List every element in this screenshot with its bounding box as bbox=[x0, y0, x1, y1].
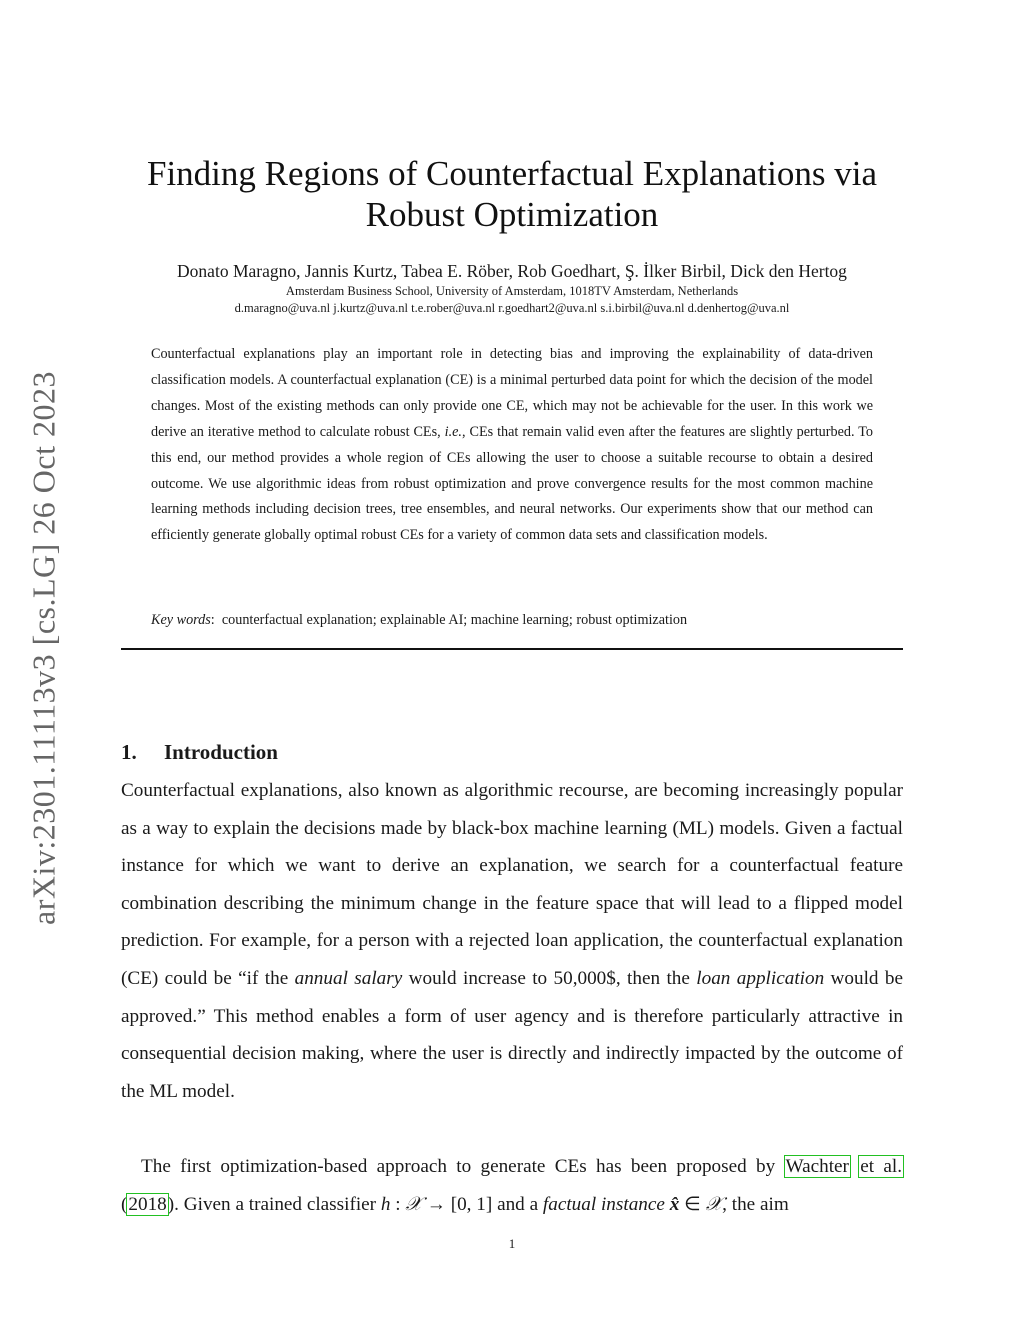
abstract-text-2: , CEs that remain valid even after the features are slightly perturbed. To this end, our method provides a whole region of CEs allowing the user to choose a suitable recourse to obtain a desired outcome. We use algorithmic ideas from robust optimization and prove convergence results for the most common machine learning methods including decision trees, tree ensembles, and neural networks. Our experiments show that our method can efficiently generate globally optimal robust CEs for a variety of common data sets and classification models. bbox=[151, 423, 873, 544]
math-colon: : bbox=[390, 1193, 406, 1215]
citation-link-wachter[interactable]: Wachter bbox=[785, 1156, 849, 1177]
keywords bbox=[151, 609, 873, 631]
abstract-text-1: Counterfactual explanations play an important role in detecting bias and improving the explainability of data-driven classification models. A counterfactual explanation (CE) is a minimal perturbed data point for which the decision of the model changes. Most of the existing methods can only provide one CE, which may not be achievable for the user. In this work we derive an iterative method to calculate robust CEs, bbox=[151, 346, 873, 440]
keywords-label: Key words bbox=[151, 612, 211, 628]
keywords-text: counterfactual explanation; explainable AI; machine learning; robust optimization bbox=[221, 612, 688, 628]
math-factual-instance bbox=[670, 1194, 722, 1215]
author-list: Donato Maragno, Jannis Kurtz, Tabea E. Röber, Rob Goedhart, Ş. İlker Birbil, Dick den Hertog bbox=[177, 261, 847, 281]
math-feature-space: 𝒳 bbox=[405, 1193, 422, 1215]
intro-p1-emphasis-annual-salary: annual salary bbox=[294, 967, 403, 989]
paper-title: Finding Regions of Counterfactual Explanations via Robust Optimization bbox=[146, 154, 877, 234]
math-h: h bbox=[380, 1193, 391, 1215]
math-arrow: → bbox=[421, 1193, 451, 1215]
abstract-ie: i.e. bbox=[444, 423, 462, 440]
math-range: [0, 1] bbox=[450, 1193, 493, 1215]
intro-p2-text-3: and a bbox=[492, 1193, 543, 1215]
intro-paragraph-2 bbox=[121, 1148, 903, 1223]
keywords-colon: : bbox=[210, 612, 215, 628]
intro-p2-emphasis-factual-instance: factual instance bbox=[542, 1193, 665, 1215]
math-classifier bbox=[381, 1194, 492, 1215]
citation-link-et-al[interactable]: et al. bbox=[860, 1156, 903, 1177]
author-affiliation: Amsterdam Business School, University of Amsterdam, 1018TV Amsterdam, Netherlands bbox=[285, 284, 739, 298]
arxiv-identifier-stamp: arXiv:2301.11113v3 [cs.LG] 26 Oct 2023 bbox=[25, 370, 62, 926]
section-title: Introduction bbox=[164, 740, 278, 764]
citation-open-paren: ( bbox=[121, 1193, 128, 1215]
intro-p1-text-3: would be approved.” This method enables a form of user agency and is therefore particularly attractive in consequential decision making, where the user is directly and indirectly impacted by the outcome of the ML model. bbox=[121, 967, 904, 1102]
citation-close-paren: ) bbox=[167, 1193, 175, 1215]
page-number: 1 bbox=[508, 1236, 516, 1251]
abstract bbox=[151, 342, 873, 549]
math-feature-space-2: 𝒳 bbox=[705, 1193, 723, 1215]
intro-p1-text-2: would increase to 50,000$, then the bbox=[402, 967, 697, 989]
intro-p1-emphasis-loan-application: loan application bbox=[696, 967, 825, 989]
math-xhat: x̂ bbox=[669, 1193, 680, 1215]
section-heading-introduction bbox=[121, 737, 278, 767]
abstract-divider bbox=[121, 648, 903, 650]
intro-p2-text-1: The first optimization-based approach to generate CEs has been proposed by bbox=[141, 1156, 785, 1177]
intro-paragraph-1 bbox=[121, 772, 903, 1110]
intro-p2-text-2: . Given a trained classifier bbox=[174, 1193, 381, 1215]
section-number: 1. bbox=[121, 740, 137, 764]
author-emails: d.maragno@uva.nl j.kurtz@uva.nl t.e.rober@uva.nl r.goedhart2@uva.nl s.i.birbil@uva.nl d.denhertog@uva.nl bbox=[234, 301, 790, 315]
citation-link-year[interactable]: 2018 bbox=[128, 1193, 167, 1215]
intro-p1-text-1: Counterfactual explanations, also known as algorithmic recourse, are becoming increasingly popular as a way to explain the decisions made by black-box machine learning (ML) models. Given a factual instance for which we want to derive an explanation, we search for a counterfactual feature combination describing the minimum change in the feature space that will lead to a flipped model prediction. For example, for a person with a rejected loan application, the counterfactual explanation (CE) could be “if the bbox=[121, 780, 903, 989]
intro-p2-text-4: , the aim bbox=[722, 1193, 789, 1215]
math-in: ∈ bbox=[679, 1193, 706, 1215]
